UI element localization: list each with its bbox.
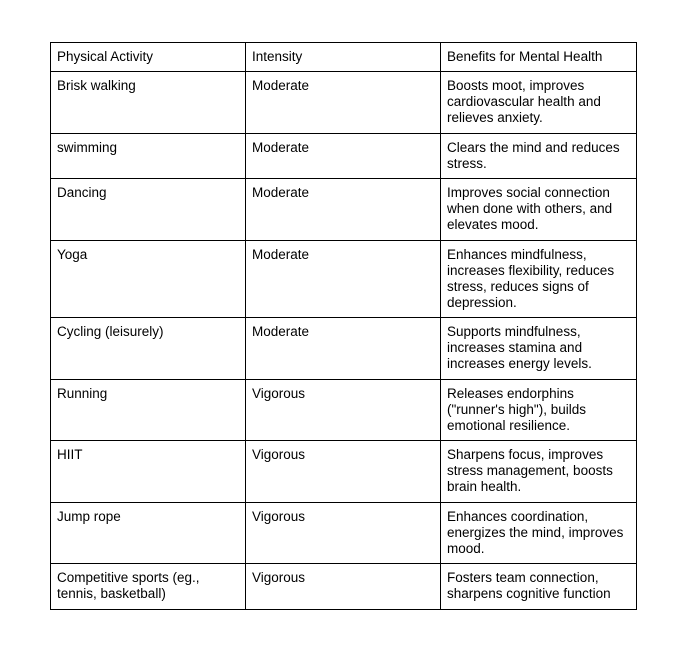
- benefits-cell: Releases endorphins ("runner's high"), builds emotional resilience.: [441, 380, 637, 441]
- table-row: [51, 318, 637, 380]
- table-row: [51, 179, 637, 241]
- activity-cell: Yoga: [51, 241, 246, 318]
- intensity-cell: Vigorous: [246, 380, 441, 441]
- intensity-cell: Moderate: [246, 241, 441, 318]
- activity-cell: Brisk walking: [51, 72, 246, 134]
- benefits-cell: Boosts moot, improves cardiovascular health and relieves anxiety.: [441, 72, 637, 134]
- activity-cell: swimming: [51, 134, 246, 179]
- header-physical-activity: Physical Activity: [51, 43, 246, 72]
- activity-cell: Dancing: [51, 179, 246, 241]
- activity-cell: Competitive sports (eg., tennis, basketball): [51, 564, 246, 610]
- table-row: [51, 564, 637, 610]
- intensity-cell: Moderate: [246, 179, 441, 241]
- intensity-cell: Vigorous: [246, 441, 441, 503]
- header-row: [51, 43, 637, 72]
- benefits-cell: Clears the mind and reduces stress.: [441, 134, 637, 179]
- intensity-cell: Moderate: [246, 72, 441, 134]
- intensity-cell: Vigorous: [246, 564, 441, 610]
- intensity-cell: Vigorous: [246, 503, 441, 564]
- table-row: [51, 380, 637, 441]
- table-row: [51, 441, 637, 503]
- header-benefits: Benefits for Mental Health: [441, 43, 637, 72]
- table-row: [51, 72, 637, 134]
- table-body: [51, 72, 637, 610]
- intensity-cell: Moderate: [246, 318, 441, 380]
- activity-cell: Cycling (leisurely): [51, 318, 246, 380]
- activity-cell: HIIT: [51, 441, 246, 503]
- table-row: [51, 134, 637, 179]
- table-row: [51, 241, 637, 318]
- header-intensity: Intensity: [246, 43, 441, 72]
- activity-table: [50, 42, 637, 610]
- benefits-cell: Enhances mindfulness, increases flexibility, reduces stress, reduces signs of depression.: [441, 241, 637, 318]
- benefits-cell: Supports mindfulness, increases stamina and increases energy levels.: [441, 318, 637, 380]
- activity-cell: Jump rope: [51, 503, 246, 564]
- benefits-cell: Improves social connection when done with others, and elevates mood.: [441, 179, 637, 241]
- benefits-cell: Sharpens focus, improves stress management, boosts brain health.: [441, 441, 637, 503]
- activity-cell: Running: [51, 380, 246, 441]
- benefits-cell: Enhances coordination, energizes the mind, improves mood.: [441, 503, 637, 564]
- benefits-cell: Fosters team connection, sharpens cognitive function: [441, 564, 637, 610]
- intensity-cell: Moderate: [246, 134, 441, 179]
- table-row: [51, 503, 637, 564]
- table-header: [51, 43, 637, 72]
